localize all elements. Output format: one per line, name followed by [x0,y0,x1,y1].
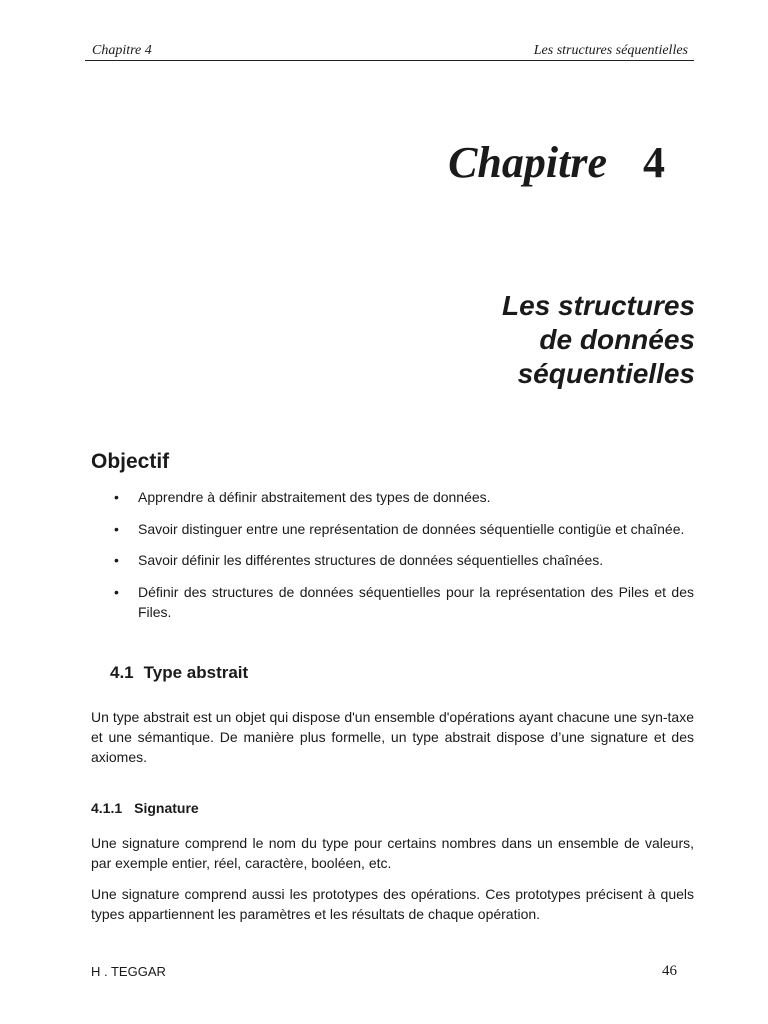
subsection-heading [91,799,199,817]
chapter-word: Chapitre [448,138,607,187]
chapter-title-line: Les structures [502,290,695,321]
objective-item [91,582,694,622]
objective-text: Définir des structures de données séquentielles pour la représentation des Piles et des Files. [138,583,694,620]
objective-text: Savoir définir les différentes structures de données séquentielles chaînées. [138,552,604,568]
chapter-title-line: séquentielles [517,358,695,389]
subsection-paragraph: Une signature comprend le nom du type pour certains nombres dans un ensemble de valeurs, par exemple entier, réel, caractère, booléen, etc. [91,835,694,871]
section-paragraph: Un type abstrait est un objet qui dispose d'un ensemble d'opérations ayant chacune une syn-taxe et une sémantique. De manière plus formelle, un type abstrait dispose d’une signature et des axiomes. [91,709,694,765]
objective-item [91,487,694,507]
subsection-title: Signature [134,800,199,816]
objective-item [91,550,694,570]
section-number: 4.1 [110,663,134,682]
chapter-number: 4 [643,138,665,187]
subsection-paragraph: Une signature comprend aussi les prototypes des opérations. Ces prototypes précisent à quels types appartiennent les paramètres et les résultats de chaque opération. [91,886,694,922]
page-number: 46 [662,963,677,979]
section-heading [110,662,248,684]
chapter-title-line: de données [539,324,695,355]
bullet-icon: • [114,552,119,568]
bullet-icon: • [114,583,119,600]
objectif-heading: Objectif [91,450,170,473]
running-header-chapter: Chapitre 4 [92,43,152,58]
subsection-number: 4.1.1 [91,800,123,816]
bullet-icon: • [114,520,119,537]
objective-item [91,519,694,539]
running-header-title: Les structures séquentielles [533,43,688,58]
objective-text: Apprendre à définir abstraitement des types de données. [138,489,491,505]
objective-text: Savoir distinguer entre une représentation de données séquentielle contigüe et chaînée. [138,520,685,537]
running-header [85,42,694,61]
footer-author: H . TEGGAR [91,964,166,979]
objectives-list [91,487,694,633]
bullet-icon: • [114,489,119,505]
chapter-title [275,289,695,391]
section-title: Type abstrait [143,663,249,682]
chapter-heading [448,136,665,190]
